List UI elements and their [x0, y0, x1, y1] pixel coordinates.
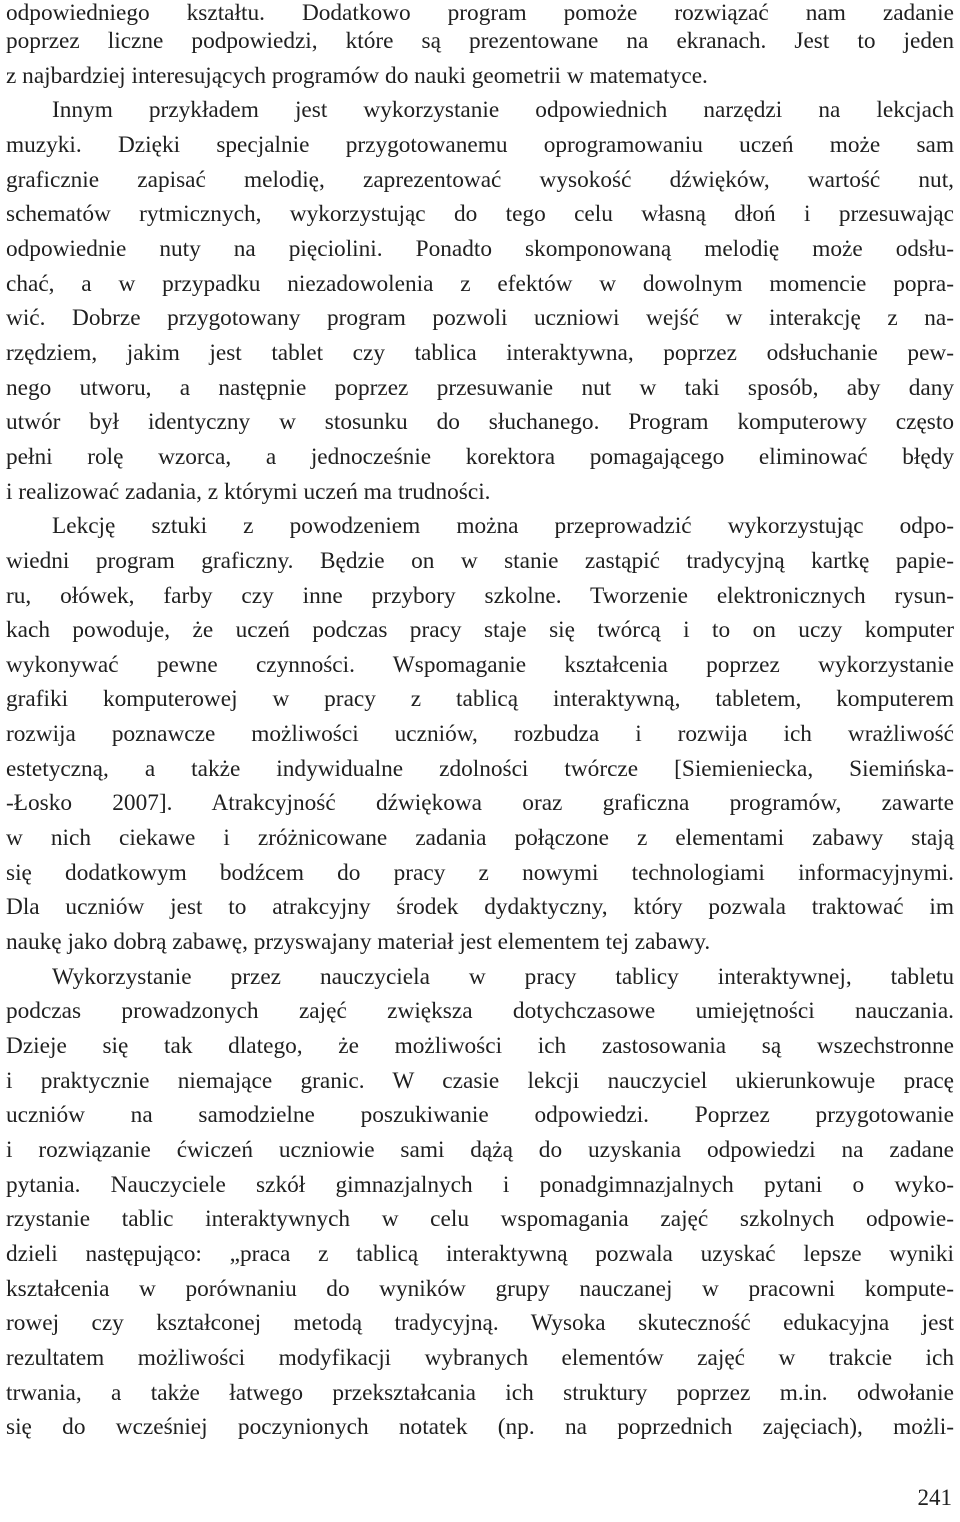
text-line: nego utworu, a następnie poprzez przesuwanie nut w taki sposób, aby dany	[6, 374, 954, 401]
text-line: rowej czy kształconej metodą tradycyjną. Wysoka skuteczność edukacyjna jest	[6, 1310, 954, 1337]
text-line: ru, ołówek, farby czy inne przybory szkolne. Tworzenie elektronicznych rysun-	[6, 582, 954, 609]
text-line: Dzieje się tak dlatego, że możliwości ich zastosowania są wszechstronne	[6, 1033, 954, 1060]
text-line: Dla uczniów jest to atrakcyjny środek dydaktyczny, który pozwala traktować im	[6, 894, 954, 921]
text-line: trwania, a także łatwego przekształcania ich struktury poprzez m.in. odwołanie	[6, 1379, 954, 1406]
text-line: dzieli następująco: „praca z tablicą interaktywną pozwala uzyskać lepsze wyniki	[6, 1240, 954, 1267]
text-line: z najbardziej interesujących programów do nauki geometrii w matematyce.	[6, 62, 708, 89]
text-line: chać, a w przypadku niezadowolenia z efektów w dowolnym momencie popra-	[6, 270, 954, 297]
text-line: uczniów na samodzielne poszukiwanie odpowiedzi. Poprzez przygotowanie	[6, 1102, 954, 1129]
text-line: podczas prowadzonych zajęć zwiększa dotychczasowe umiejętności nauczania.	[6, 998, 954, 1025]
text-line: rzędziem, jakim jest tablet czy tablica interaktywna, poprzez odsłuchanie pew-	[6, 339, 954, 366]
text-line: wiedni program graficzny. Będzie on w stanie zastąpić tradycyjną kartkę papie-	[6, 547, 954, 574]
text-line: rzystanie tablic interaktywnych w celu wspomagania zajęć szkolnych odpowie-	[6, 1206, 954, 1233]
text-line: pytania. Nauczyciele szkół gimnazjalnych i ponadgimnazjalnych pytani o wyko-	[6, 1171, 954, 1198]
text-line: kach powoduje, że uczeń podczas pracy staje się twórcą i to on uczy komputer	[6, 617, 954, 644]
text-line: się do wcześniej poczynionych notatek (np. na poprzednich zajęciach), możli-	[6, 1414, 954, 1441]
text-line: -Łosko 2007]. Atrakcyjność dźwiękowa oraz graficzna programów, zawarte	[6, 790, 954, 817]
text-line: pełni rolę wzorca, a jednocześnie korektora pomagającego eliminować błędy	[6, 443, 954, 470]
text-line: rozwija poznawcze możliwości uczniów, rozbudza i rozwija ich wrażliwość	[6, 721, 954, 748]
text-line: się dodatkowym bodźcem do pracy z nowymi technologiami informacyjnymi.	[6, 859, 954, 886]
text-line: w nich ciekawe i zróżnicowane zadania połączone z elementami zabawy stają	[6, 825, 954, 852]
text-line: muzyki. Dzięki specjalnie przygotowanemu oprogramowaniu uczeń może sam	[6, 131, 954, 158]
text-line: rezultatem możliwości modyfikacji wybranych elementów zajęć w trakcie ich	[6, 1344, 954, 1371]
text-line: Wykorzystanie przez nauczyciela w pracy tablicy interaktywnej, tabletu	[52, 963, 954, 990]
text-line: Innym przykładem jest wykorzystanie odpowiednich narzędzi na lekcjach	[52, 97, 954, 124]
body-text	[6, 0, 954, 1447]
text-line: i rozwiązanie ćwiczeń uczniowie sami dążą do uzyskania odpowiedzi na zadane	[6, 1137, 954, 1163]
text-line: estetyczną, a także indywidualne zdolności twórcze [Siemieniecka, Siemińska-	[6, 755, 954, 782]
text-line: schematów rytmicznych, wykorzystując do tego celu własną dłoń i przesuwając	[6, 201, 954, 228]
text-line: naukę jako dobrą zabawę, przyswajany materiał jest elementem tej zabawy.	[6, 929, 711, 956]
text-line: kształcenia w porównaniu do wyników grupy nauczanej w pracowni kompute-	[6, 1275, 954, 1302]
text-line: odpowiednie nuty na pięciolini. Ponadto skomponowaną melodię może odsłu-	[6, 235, 954, 262]
text-line: poprzez liczne podpowiedzi, które są prezentowane na ekranach. Jest to jeden	[6, 28, 954, 54]
text-line: wykonywać pewne czynności. Wspomaganie kształcenia poprzez wykorzystanie	[6, 651, 954, 678]
text-line: Lekcję sztuki z powodzeniem można przeprowadzić wykorzystując odpo-	[52, 513, 954, 540]
text-line: odpowiedniego kształtu. Dodatkowo program pomoże rozwiązać nam zadanie	[6, 0, 954, 26]
text-line: wić. Dobrze przygotowany program pozwoli uczniowi wejść w interakcję z na-	[6, 305, 954, 332]
text-line: i realizować zadania, z którymi uczeń ma trudności.	[6, 478, 491, 505]
text-line: graficznie zapisać melodię, zaprezentować wysokość dźwięków, wartość nut,	[6, 166, 954, 193]
page-number: 241	[917, 1485, 952, 1510]
text-line: grafiki komputerowej w pracy z tablicą interaktywną, tabletem, komputerem	[6, 686, 954, 713]
text-line: utwór był identyczny w stosunku do słuchanego. Program komputerowy często	[6, 409, 954, 436]
text-line: i praktycznie niemające granic. W czasie lekcji nauczyciel ukierunkowuje pracę	[6, 1067, 954, 1094]
